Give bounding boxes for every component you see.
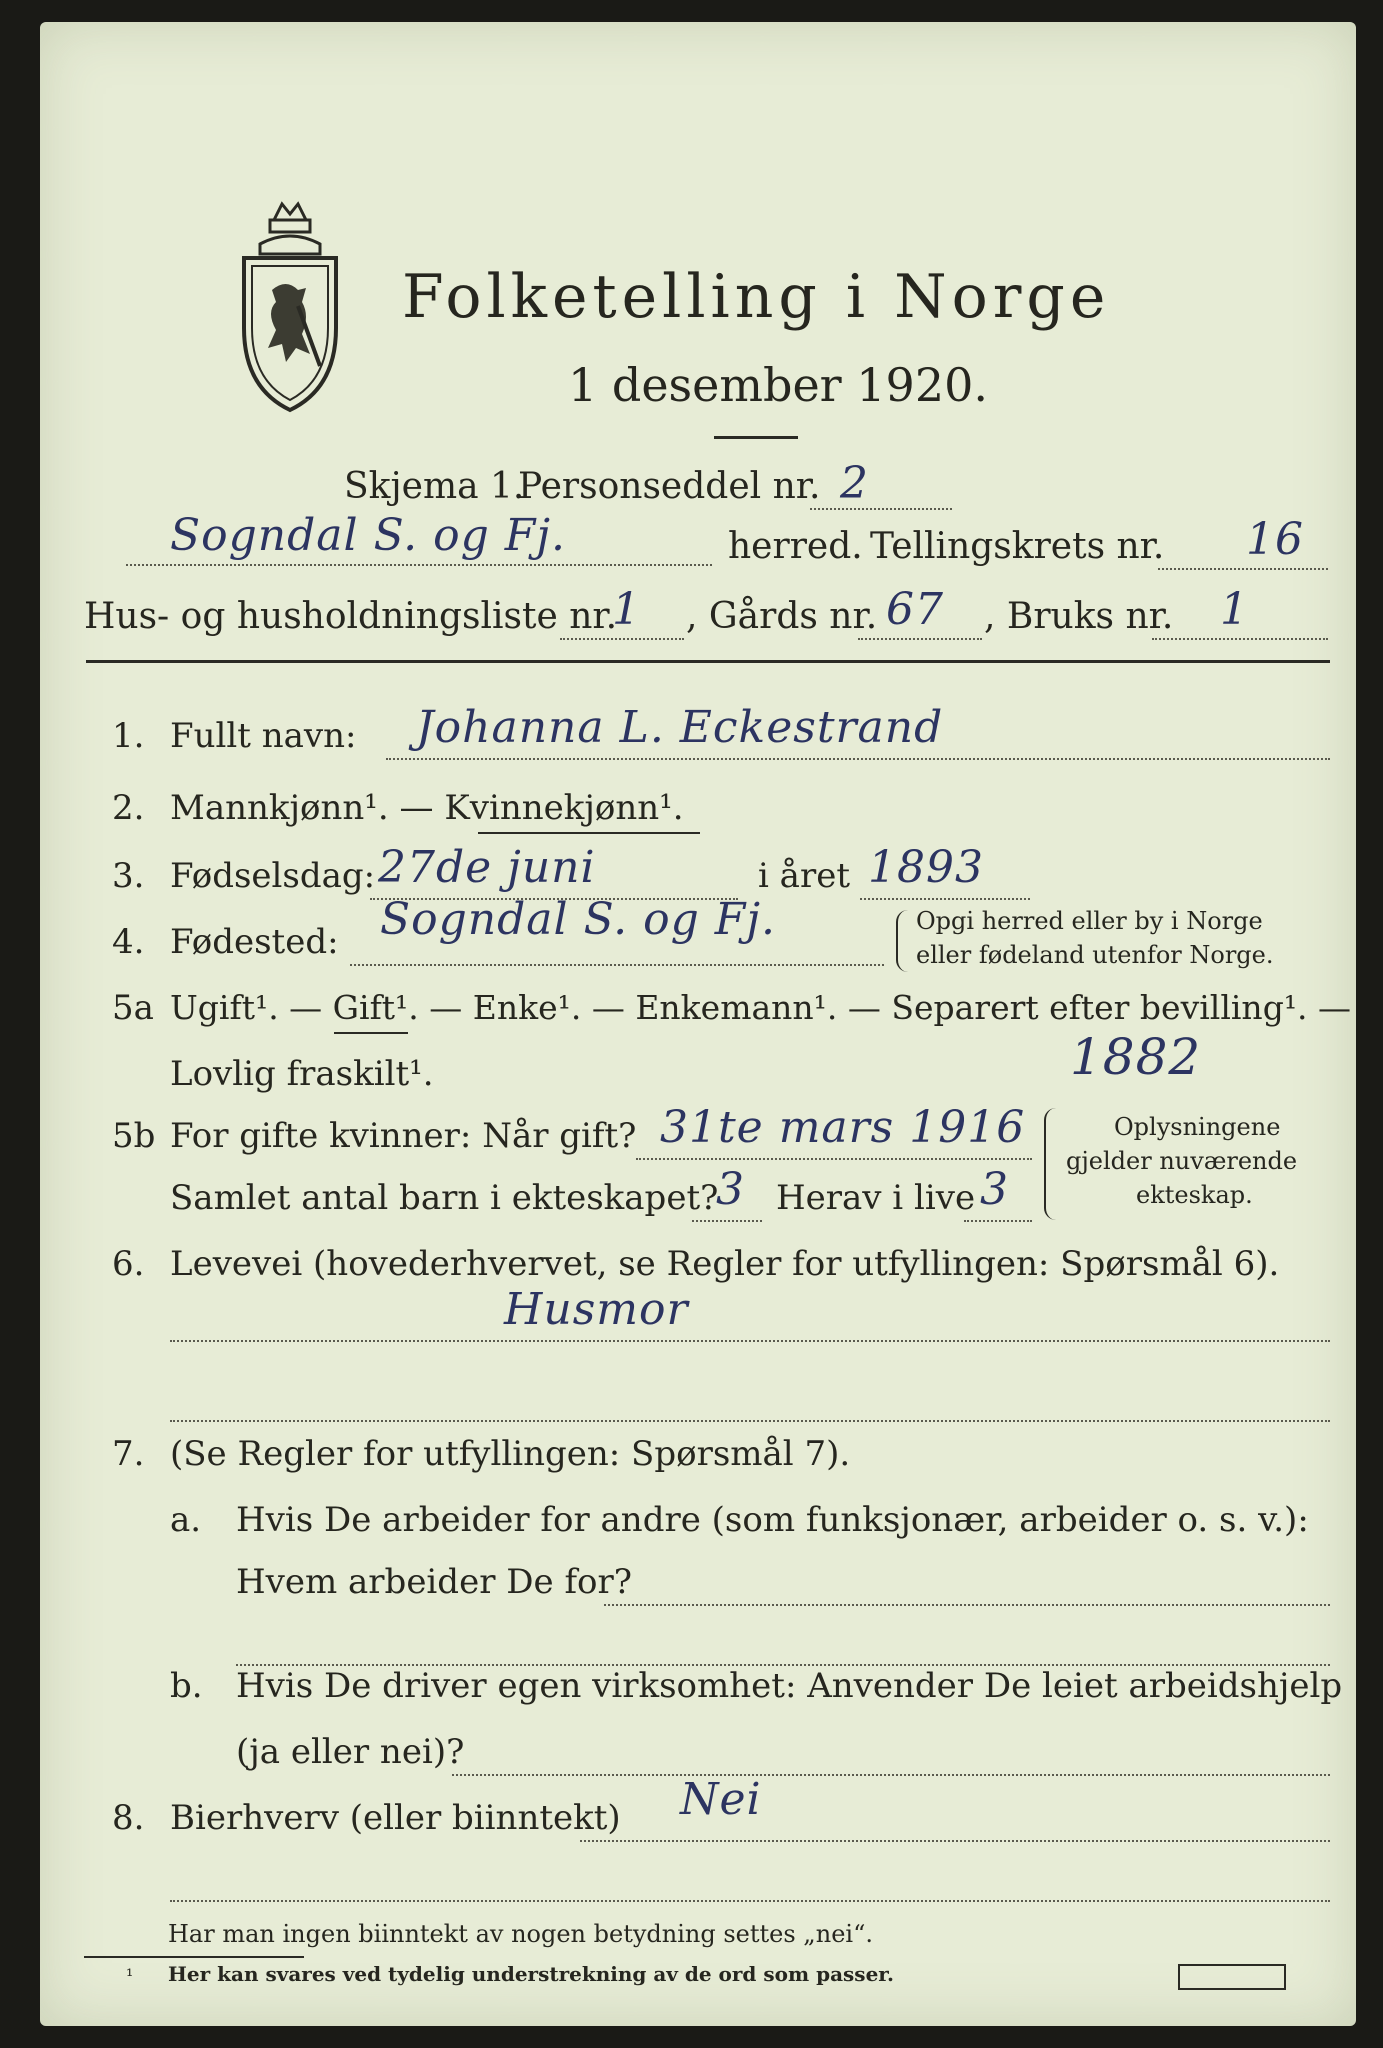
q5b-label3: Herav i live (776, 1178, 976, 1218)
q1-line (386, 758, 1330, 760)
q5b-note-line3: ekteskap. (1136, 1181, 1253, 1209)
form-date: 1 desember 1920. (568, 358, 988, 412)
tellingskrets-line (1158, 568, 1328, 570)
footnote-mark: ¹ (126, 1966, 134, 1987)
q4-note-line2: eller fødeland utenfor Norge. (916, 941, 1274, 969)
q7-label: (Se Regler for utfyllingen: Spørsmål 7). (170, 1434, 851, 1474)
q6-line1 (170, 1340, 1330, 1342)
children-total-value[interactable]: 3 (716, 1164, 745, 1215)
q3-number: 3. (112, 856, 145, 896)
q5b-note-line1: Oplysningene (1114, 1113, 1281, 1141)
gards-line (858, 638, 982, 640)
footer-note: Har man ingen biinntekt av nogen betydning settes „nei“. (168, 1920, 873, 1948)
gards-value[interactable]: 67 (886, 584, 944, 635)
q7b-letter: b. (170, 1666, 203, 1706)
herred-value[interactable]: Sogndal S. og Fj. (170, 510, 566, 561)
q6-label: Levevei (hovederhvervet, se Regler for utfyllingen: Spørsmål 6). (170, 1244, 1280, 1284)
q4-label: Fødested: (170, 922, 339, 962)
bruks-line (1152, 638, 1328, 640)
schema-label: Skjema 1. (344, 466, 525, 507)
form-title: Folketelling i Norge (402, 262, 1111, 332)
q1-label: Fullt navn: (170, 716, 357, 756)
herred-line (126, 564, 712, 566)
q2-label: Mannkjønn¹. — Kvinnekjønn¹. (170, 788, 684, 828)
coat-of-arms-icon (236, 198, 344, 416)
year-line (860, 898, 1030, 900)
q7a-line1 (604, 1604, 1330, 1606)
children-line (692, 1220, 762, 1222)
husholdningsliste-value[interactable]: 1 (612, 584, 641, 635)
occupation-value[interactable]: Husmor (504, 1284, 689, 1335)
q7a-letter: a. (170, 1500, 202, 1540)
personseddel-line (810, 508, 952, 510)
q3-label: Fødselsdag: (170, 856, 376, 896)
q5b-label2: Samlet antal barn i ekteskapet? (170, 1178, 719, 1218)
printer-stamp (1178, 1964, 1286, 1990)
footnote-text: Her kan svares ved tydelig understrekning av de ord som passer. (168, 1962, 894, 1986)
q5b-brace (1044, 1108, 1056, 1220)
full-name-value[interactable]: Johanna L. Eckestrand (416, 702, 944, 753)
birthplace-value[interactable]: Sogndal S. og Fj. (380, 894, 776, 945)
gift-underline (334, 1032, 408, 1034)
census-form-sheet (40, 22, 1356, 2026)
year-label: i året (758, 856, 850, 896)
q7b-text: Hvis De driver egen virksomhet: Anvender De leiet arbeidshjelp (236, 1666, 1343, 1706)
q4-number: 4. (112, 922, 145, 962)
q8-line1 (580, 1840, 1330, 1842)
married-date-line (636, 1158, 1032, 1160)
q7-number: 7. (112, 1434, 145, 1474)
birthday-value[interactable]: 27de juni (378, 842, 596, 893)
q7a-question: Hvem arbeider De for? (236, 1562, 632, 1602)
personseddel-label: Personseddel nr. (518, 466, 821, 507)
children-alive-line (964, 1220, 1032, 1222)
q2-number: 2. (112, 788, 145, 828)
q8-line2 (170, 1900, 1330, 1902)
q5a-number: 5a (112, 988, 154, 1028)
bruks-label: , Bruks nr. (984, 596, 1174, 637)
q5b-label1: For gifte kvinner: Når gift? (170, 1116, 637, 1156)
q7b-line (452, 1774, 1330, 1776)
q4-line (350, 964, 884, 966)
q8-number: 8. (112, 1798, 145, 1838)
q5b-note-line2: gjelder nuværende (1066, 1147, 1298, 1175)
q1-number: 1. (112, 716, 145, 756)
q7a-text: Hvis De arbeider for andre (som funksjonær, arbeider o. s. v.): (236, 1500, 1309, 1540)
gards-label: , Gårds nr. (686, 596, 878, 637)
husholdningsliste-line (560, 638, 684, 640)
herred-label: herred. (728, 526, 863, 567)
q6-line2 (170, 1420, 1330, 1422)
q5b-number: 5b (112, 1116, 156, 1156)
bruks-value[interactable]: 1 (1220, 584, 1249, 635)
husholdningsliste-label: Hus- og husholdningsliste nr. (84, 596, 618, 637)
personseddel-value[interactable]: 2 (840, 458, 869, 509)
footer-divider (84, 1956, 304, 1958)
tellingskrets-value[interactable]: 16 (1246, 514, 1304, 565)
q7b-question: (ja eller nei)? (236, 1732, 465, 1772)
married-date-value[interactable]: 31te mars 1916 (660, 1102, 1026, 1153)
tellingskrets-label: Tellingskrets nr. (870, 526, 1165, 567)
q5a-line2: Lovlig fraskilt¹. (170, 1054, 434, 1094)
q4-note-line1: Opgi herred eller by i Norge (916, 907, 1263, 935)
q4-brace (896, 910, 908, 972)
q8-label: Bierhverv (eller biinntekt) (170, 1798, 621, 1838)
q6-number: 6. (112, 1244, 145, 1284)
birth-year-value[interactable]: 1893 (868, 842, 984, 893)
q5a-line1: Ugift¹. — Gift¹. — Enke¹. — Enkemann¹. — Separert efter bevilling¹. — (170, 988, 1352, 1027)
children-alive-value[interactable]: 3 (980, 1164, 1009, 1215)
title-divider (714, 436, 798, 439)
margin-note-1882: 1882 (1070, 1028, 1202, 1086)
kvinnekjonn-underline (478, 832, 700, 834)
header-divider (86, 660, 1330, 663)
side-income-value[interactable]: Nei (680, 1774, 762, 1825)
